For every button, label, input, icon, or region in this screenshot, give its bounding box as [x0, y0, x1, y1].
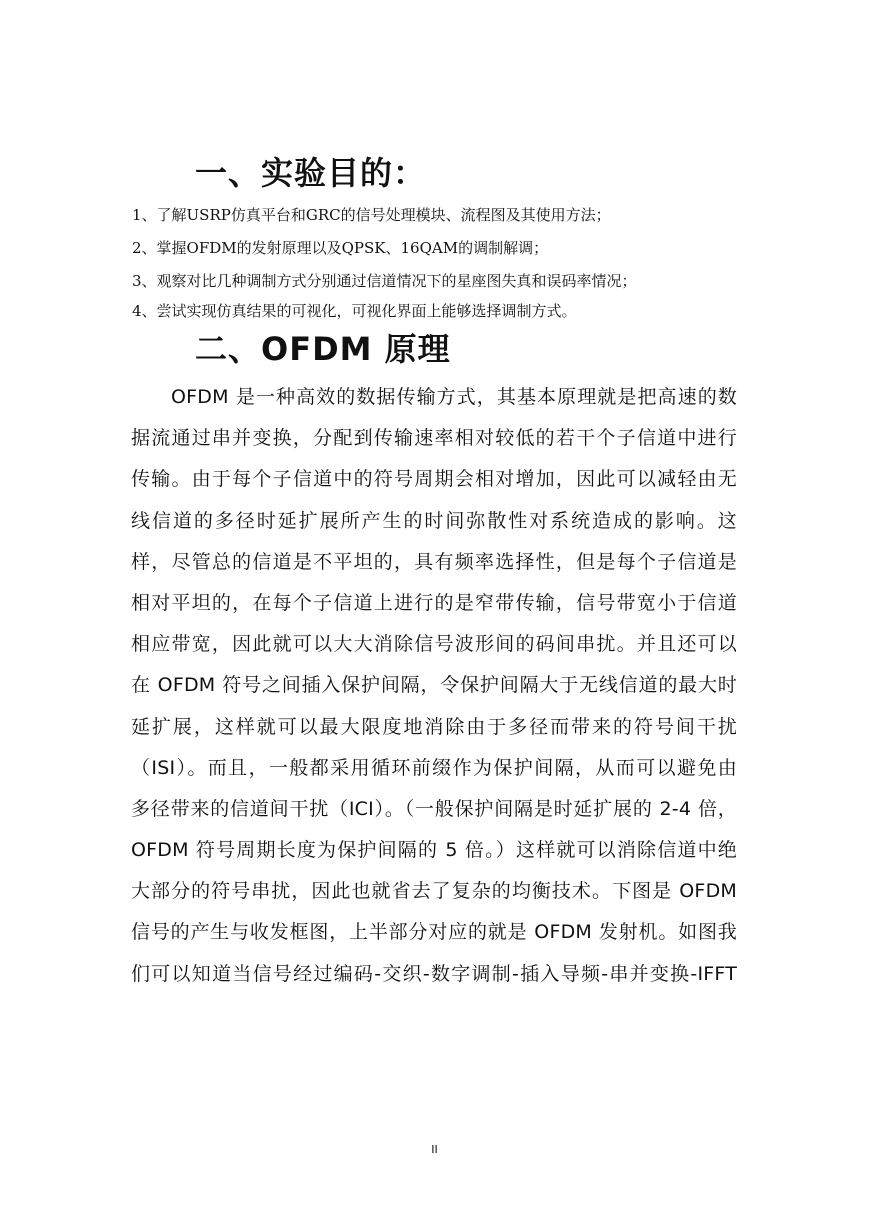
- paragraph-line: 相应带宽，因此就可以大大消除信号波形间的码间串扰。并且还可以: [131, 633, 737, 656]
- goal-item: 4、尝试实现仿真结果的可视化，可视化界面上能够选择调制方式。: [132, 302, 577, 320]
- paragraph-line: 们可以知道当信号经过编码-交织-数字调制-插入导频-串并变换-IFFT: [131, 962, 737, 985]
- paragraph-line: 大部分的符号串扰，因此也就省去了复杂的均衡技术。下图是 OFDM: [131, 880, 737, 903]
- paragraph-line: （ISI）。而且，一般都采用循环前缀作为保护间隔，从而可以避免由: [131, 756, 737, 779]
- paragraph-line: 据流通过串并变换，分配到传输速率相对较低的若干个子信道中进行: [131, 427, 737, 450]
- paragraph-line: 多径带来的信道间干扰（ICI）。（一般保护间隔是时延扩展的 2-4 倍，: [131, 797, 737, 820]
- section-heading-goals: 一、实验目的：: [195, 154, 427, 192]
- section-heading-principle: 二、OFDM 原理: [195, 330, 451, 368]
- paragraph-line: 在 OFDM 符号之间插入保护间隔，令保护间隔大于无线信道的最大时: [131, 674, 737, 697]
- paragraph-line: 信号的产生与收发框图，上半部分对应的就是 OFDM 发射机。如图我: [131, 921, 737, 944]
- paragraph-line: 线信道的多径时延扩展所产生的时间弥散性对系统造成的影响。这: [131, 509, 737, 532]
- paragraph-line: 相对平坦的，在每个子信道上进行的是窄带传输，信号带宽小于信道: [131, 591, 737, 614]
- goal-item: 2、掌握OFDM的发射原理以及QPSK、16QAM的调制解调；: [132, 239, 549, 257]
- goal-item: 3、观察对比几种调制方式分别通过信道情况下的星座图失真和误码率情况；: [132, 272, 637, 290]
- paragraph-line: 传输。由于每个子信道中的符号周期会相对增加，因此可以减轻由无: [131, 468, 737, 491]
- page-number: II: [431, 1143, 438, 1156]
- principle-paragraph: [131, 377, 737, 995]
- paragraph-line: 延扩展，这样就可以最大限度地消除由于多径而带来的符号间干扰: [131, 715, 737, 738]
- paragraph-line: OFDM 符号周期长度为保护间隔的 5 倍。）这样就可以消除信道中绝: [131, 839, 737, 862]
- goal-item: 1、了解USRP仿真平台和GRC的信号处理模块、流程图及其使用方法；: [132, 206, 611, 224]
- paragraph-line: OFDM 是一种高效的数据传输方式，其基本原理就是把高速的数: [171, 386, 737, 408]
- goals-list: [132, 202, 752, 331]
- paragraph-line: 样，尽管总的信道是不平坦的，具有频率选择性，但是每个子信道是: [131, 550, 737, 573]
